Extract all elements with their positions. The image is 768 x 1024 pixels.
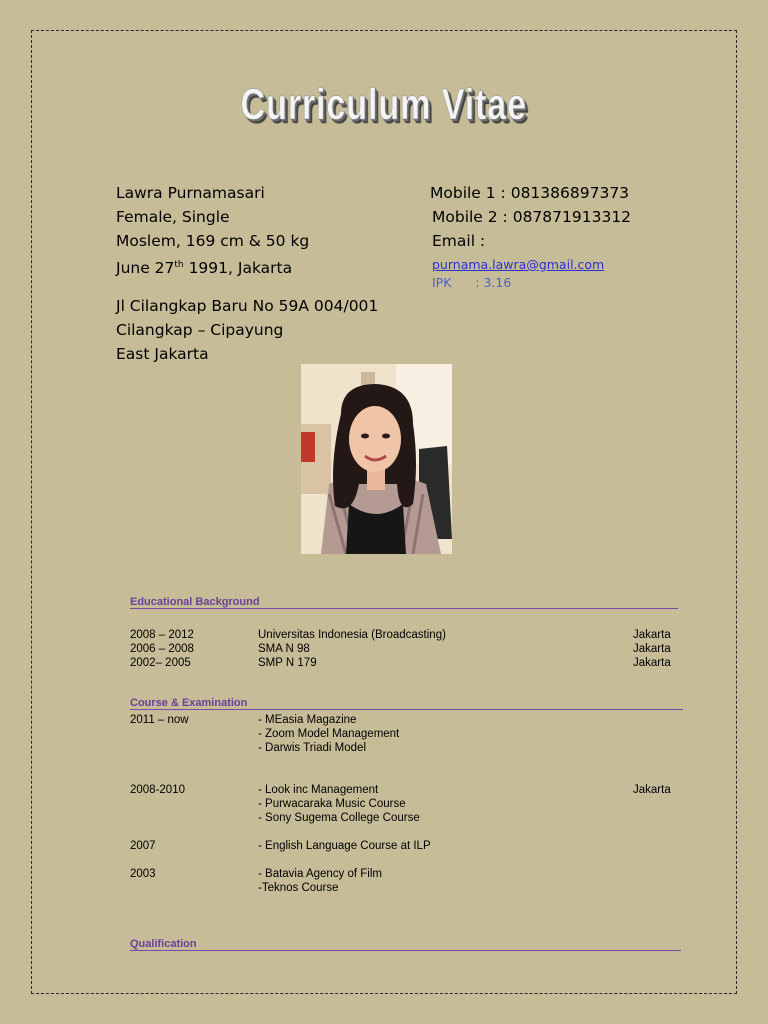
gender-status-text: Female, Single (116, 208, 230, 226)
education-city: Jakarta (633, 629, 671, 641)
course-item: - Look inc Management (258, 784, 379, 796)
address-line-1: Jl Cilangkap Baru No 59A 004/001 (116, 297, 379, 315)
section-title-education: Educational Background (130, 596, 260, 608)
section-rule (130, 709, 683, 710)
course-years: 2008-2010 (130, 784, 185, 796)
personal-info (116, 181, 309, 280)
course-years: 2011 – now (130, 714, 189, 726)
email-label: Email : (432, 232, 486, 250)
education-school: SMA N 98 (258, 643, 310, 655)
education-city: Jakarta (633, 657, 671, 669)
course-city: Jakarta (633, 784, 671, 796)
address-line-2: Cilangkap – Cipayung (116, 321, 284, 339)
course-item: - Darwis Triadi Model (258, 742, 366, 754)
course-item: - Sony Sugema College Course (258, 812, 420, 824)
course-item: - Purwacaraka Music Course (258, 798, 406, 810)
name-text: Lawra Purnamasari (116, 184, 265, 202)
course-years: 2007 (130, 840, 156, 852)
course-item: -Teknos Course (258, 882, 339, 894)
course-item: - Batavia Agency of Film (258, 868, 382, 880)
page-title: Curriculum Vitae (240, 80, 528, 129)
profile-photo (301, 364, 452, 554)
ipk-text: IPK : 3.16 (432, 275, 512, 290)
education-school: Universitas Indonesia (Broadcasting) (258, 629, 446, 641)
birth-text: June 27th 1991, Jakarta (116, 259, 293, 278)
mobile-2-text: Mobile 2 : 087871913312 (432, 208, 632, 226)
education-school: SMP N 179 (258, 657, 317, 669)
section-title-course: Course & Examination (130, 697, 248, 709)
mobile-1-text: Mobile 1 : 081386897373 (430, 184, 630, 202)
section-title-qualification: Qualification (130, 938, 197, 950)
section-rule (130, 950, 681, 951)
religion-body-text: Moslem, 169 cm & 50 kg (116, 232, 310, 250)
contact-info (430, 181, 631, 253)
education-years: 2002– 2005 (130, 657, 191, 669)
address-line-3: East Jakarta (116, 345, 209, 363)
education-years: 2006 – 2008 (130, 643, 194, 655)
course-item: - Zoom Model Management (258, 728, 400, 740)
course-item: - MEasia Magazine (258, 714, 357, 726)
course-item: - English Language Course at ILP (258, 840, 431, 852)
section-rule (130, 608, 678, 609)
education-years: 2008 – 2012 (130, 629, 194, 641)
address-block (116, 294, 378, 366)
email-link[interactable]: purnama.lawra@gmail.com (432, 257, 605, 272)
course-years: 2003 (130, 868, 156, 880)
education-city: Jakarta (633, 643, 671, 655)
